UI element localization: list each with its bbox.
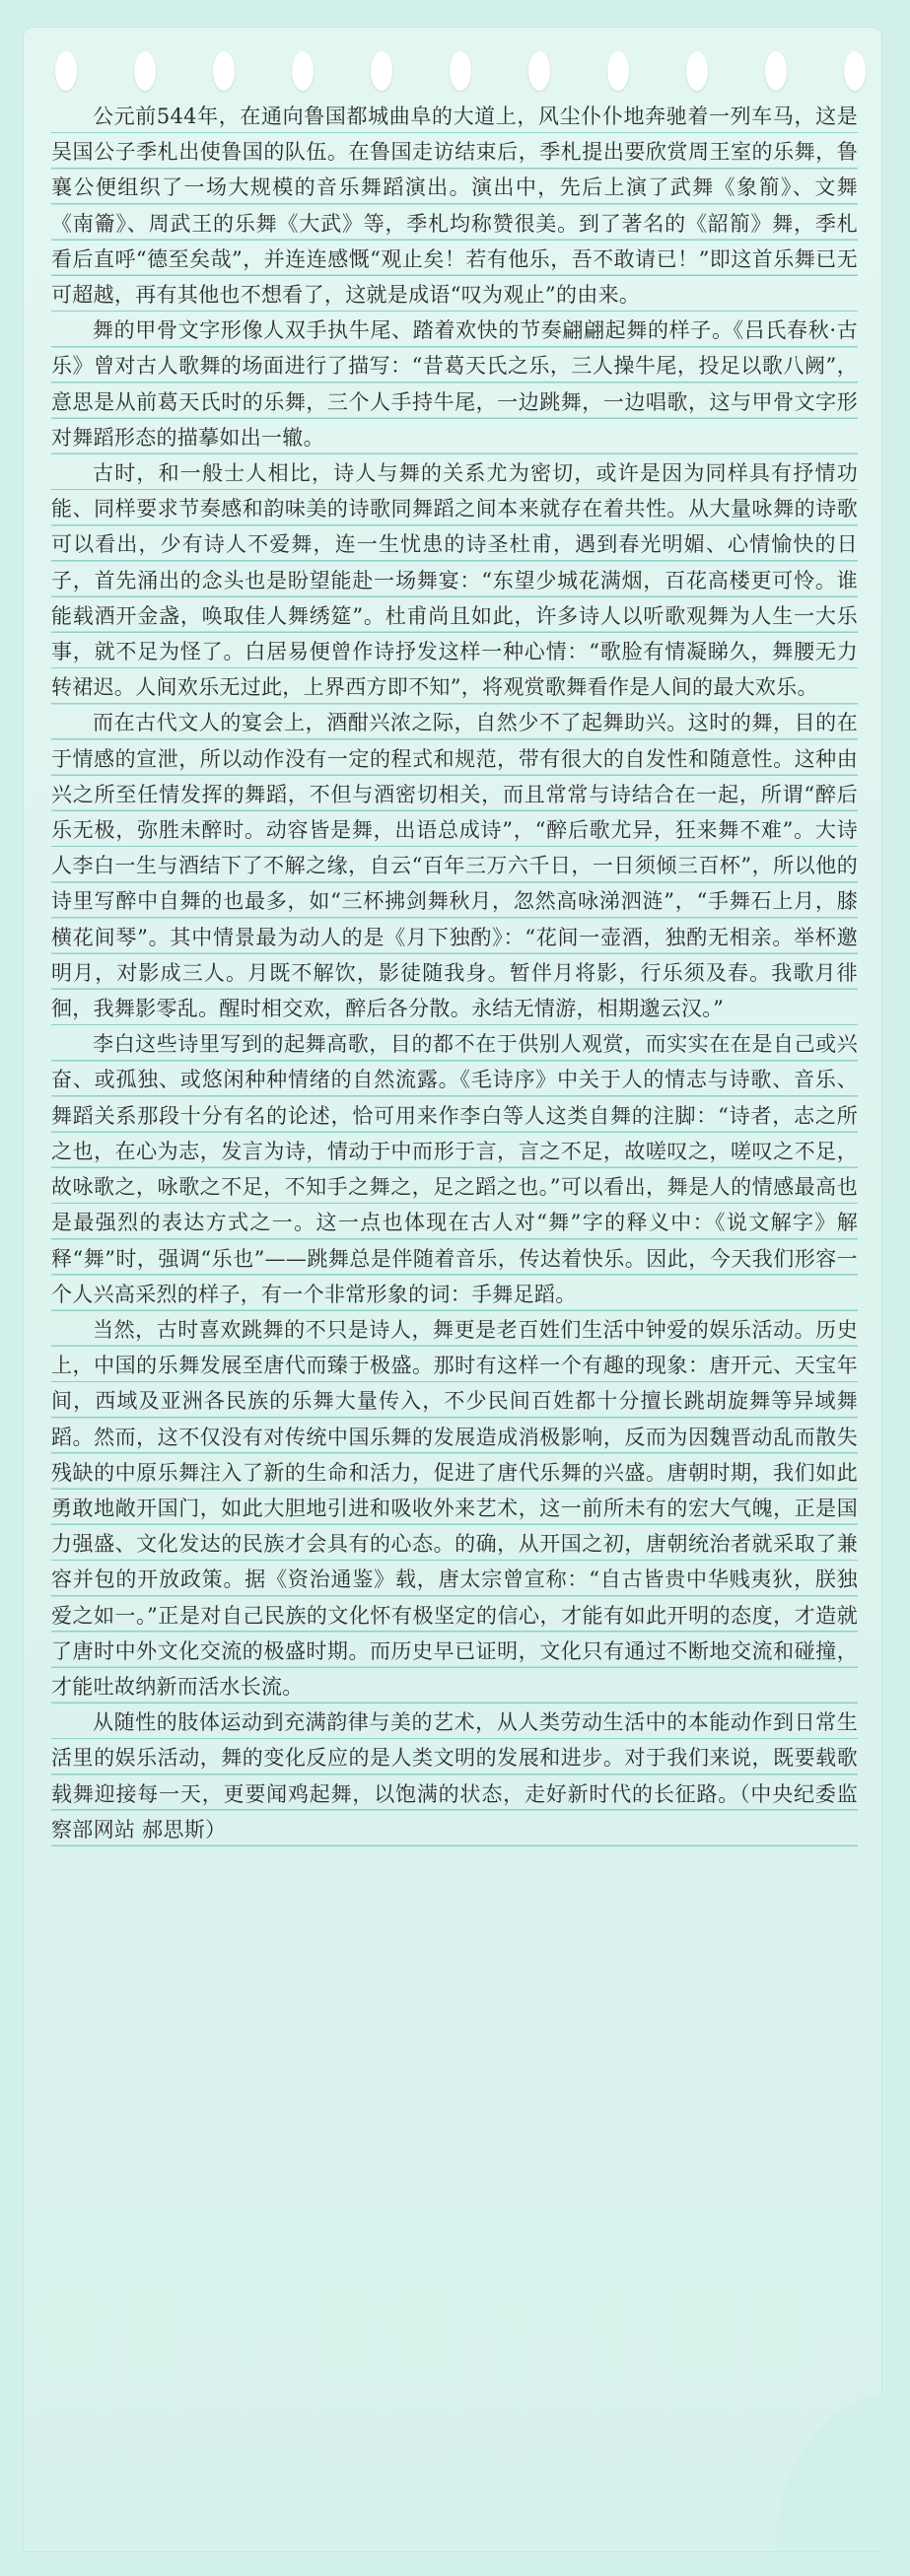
article-paragraph: 古时，和一般士人相比，诗人与舞的关系尤为密切，或许是因为同样具有抒情功能、同样要求节奏感和韵味美的诗歌同舞蹈之间本来就存在着共性。从大量咏舞的诗歌可以看出，少有诗人不爱舞，连一生忧患的诗圣杜甫，遇到春光明媚、心情愉快的日子，首先涌出的念头也是盼望能赴一场舞宴：“东望少城花满烟，百花高楼更可怜。谁能载酒开金盏，唤取佳人舞绣筵”。杜甫尚且如此，许多诗人以听歌观舞为人生一大乐事，就不足为怪了。白居易便曾作诗抒发这样一种心情：“歌脸有情凝睇久，舞腰无力转裙迟。人间欢乐无过此，上界西方即不知”，将观赏歌舞看作是人间的最大欢乐。: [51, 461, 858, 700]
binder-ring-icon: [55, 51, 77, 91]
binder-ring-icon: [844, 51, 866, 91]
binder-ring-icon: [765, 51, 787, 91]
binder-ring-icon: [450, 51, 471, 91]
binder-ring-icon: [134, 51, 156, 91]
binder-ring-icon: [528, 51, 550, 91]
article-body: [51, 99, 858, 1847]
article-paragraph: 公元前544年，在通向鲁国都城曲阜的大道上，风尘仆仆地奔驰着一列车马，这是吴国公子季札出使鲁国的队伍。在鲁国走访结束后，季札提出要欣赏周王室的乐舞，鲁襄公便组织了一场大规模的音乐舞蹈演出。演出中，先后上演了武舞《象箾》、文舞《南籥》、周武王的乐舞《大武》等，季札均称赞很美。到了著名的《韶箾》舞，季札看后直呼“德至矣哉”，并连连感慨“观止矣！若有他乐，吾不敢请已！”即这首乐舞已无可超越，再有其他也不想看了，这就是成语“叹为观止”的由来。: [51, 104, 858, 308]
binder-ring-icon: [292, 51, 314, 91]
article-paragraph: 李白这些诗里写到的起舞高歌，目的都不在于供别人观赏，而实实在在是自己或兴奋、或孤独、或悠闲种种情绪的自然流露。《毛诗序》中关于人的情志与诗歌、音乐、舞蹈关系那段十分有名的论述，恰可用来作李白等人这类自舞的注脚：“诗者，志之所之也，在心为志，发言为诗，情动于中而形于言，言之不足，故嗟叹之，嗟叹之不足，故咏歌之，咏歌之不足，不知手之舞之，足之蹈之也。”可以看出，舞是人的情感最高也是最强烈的表达方式之一。这一点也体现在古人对“舞”字的释义中：《说文解字》解释“舞”时，强调“乐也”——跳舞总是伴随着音乐，传达着快乐。因此，今天我们形容一个人兴高采烈的样子，有一个非常形象的词：手舞足蹈。: [51, 1032, 858, 1306]
article-paragraph: 舞的甲骨文字形像人双手执牛尾、踏着欢快的节奏翩翩起舞的样子。《吕氏春秋·古乐》曾对古人歌舞的场面进行了描写：“昔葛天氏之乐，三人操牛尾，投足以歌八阙”，意思是从前葛天氏时的乐舞，三个人手持牛尾，一边跳舞，一边唱歌，这与甲骨文字形对舞蹈形态的描摹如出一辙。: [51, 318, 858, 450]
binder-ring-icon: [371, 51, 392, 91]
binder-ring-icon: [213, 51, 235, 91]
binder-rings: [24, 51, 881, 95]
article-paragraph: 当然，古时喜欢跳舞的不只是诗人，舞更是老百姓们生活中钟爱的娱乐活动。历史上，中国的乐舞发展至唐代而臻于极盛。那时有这样一个有趣的现象：唐开元、天宝年间，西域及亚洲各民族的乐舞大量传入，不少民间百姓都十分擅长跳胡旋舞等异域舞蹈。然而，这不仅没有对传统中国乐舞的发展造成消极影响，反而为因魏晋动乱而散失残缺的中原乐舞注入了新的生命和活力，促进了唐代乐舞的兴盛。唐朝时期，我们如此勇敢地敞开国门，如此大胆地引进和吸收外来艺术，这一前所未有的宏大气魄，正是国力强盛、文化发达的民族才会具有的心态。的确，从开国之初，唐朝统治者就采取了兼容并包的开放政策。据《资治通鉴》载，唐太宗曾宣称：“自古皆贵中华贱夷狄，朕独爱之如一。”正是对自己民族的文化怀有极坚定的信心，才能有如此开明的态度，才造就了唐时中外文化交流的极盛时期。而历史早已证明，文化只有通过不断地交流和碰撞，才能吐故纳新而活水长流。: [51, 1317, 858, 1699]
article-paragraph: 而在古代文人的宴会上，酒酣兴浓之际，自然少不了起舞助兴。这时的舞，目的在于情感的宣泄，所以动作没有一定的程式和规范，带有很大的自发性和随意性。这种由兴之所至任情发挥的舞蹈，不但与酒密切相关，而且常常与诗结合在一起，所谓“醉后乐无极，弥胜未醉时。动容皆是舞，出语总成诗”，“醉后歌尤异，狂来舞不难”。大诗人李白一生与酒结下了不解之缘，自云“百年三万六千日，一日须倾三百杯”，所以他的诗里写醉中自舞的也最多，如“三杯拂剑舞秋月，忽然高咏涕泗涟”，“手舞石上月，膝横花间琴”。其中情景最为动人的是《月下独酌》：“花间一壶酒，独酌无相亲。举杯邀明月，对影成三人。月既不解饮，影徒随我身。暂伴月将影，行乐须及春。我歌月徘徊，我舞影零乱。醒时相交欢，醉后各分散。永结无情游，相期邈云汉。”: [51, 711, 858, 1021]
binder-ring-icon: [686, 51, 708, 91]
binder-ring-icon: [607, 51, 629, 91]
article-paragraph: 从随性的肢体运动到充满韵律与美的艺术，从人类劳动生活中的本能动作到日常生活里的娱乐活动，舞的变化反应的是人类文明的发展和进步。对于我们来说，既要载歌载舞迎接每一天，更要闻鸡起舞，以饱满的状态，走好新时代的长征路。（中央纪委监察部网站 郝思斯）: [51, 1710, 858, 1842]
